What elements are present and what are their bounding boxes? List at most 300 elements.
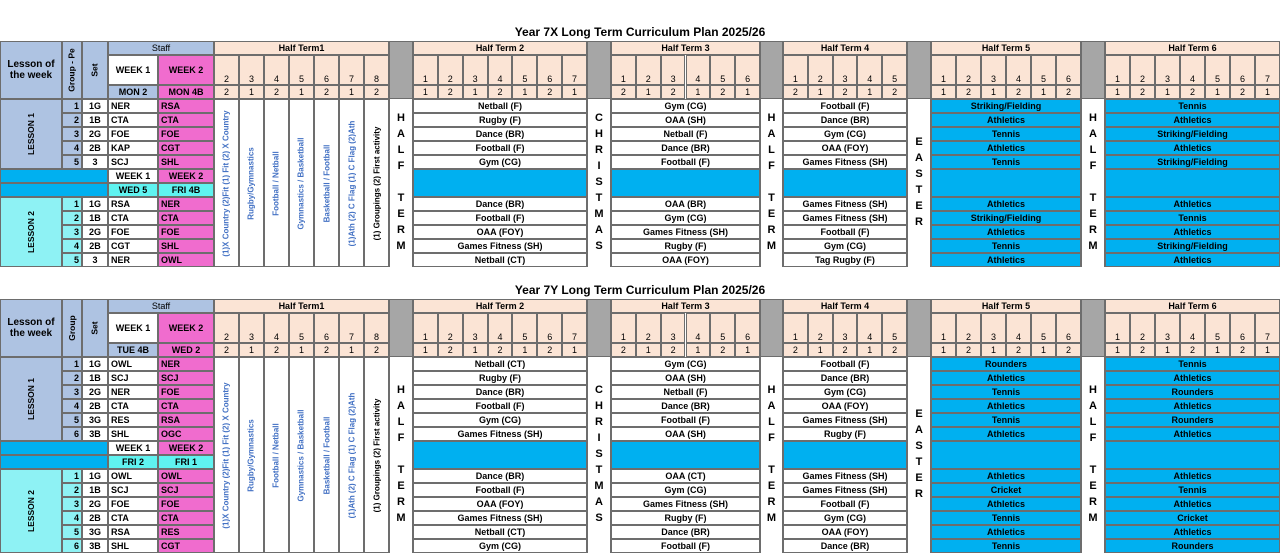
week-alternation: 1 bbox=[1255, 85, 1280, 99]
staff-week-2: OWL bbox=[158, 469, 214, 483]
lesson-1-label-text: LESSON 1 bbox=[25, 377, 36, 421]
activity-ht5: Striking/Fielding bbox=[931, 211, 1081, 225]
group-number: 1 bbox=[62, 197, 82, 211]
activity-ht4: Games Fitness (SH) bbox=[783, 483, 907, 497]
activity-ht5: Rounders bbox=[931, 357, 1081, 371]
staff-week-2: RSA bbox=[158, 413, 214, 427]
set-code: 1G bbox=[82, 357, 108, 371]
mid-week2-label: WEEK 2 bbox=[158, 169, 214, 183]
staff-week-2: OWL bbox=[158, 253, 214, 267]
activity-ht4: Games Fitness (SH) bbox=[783, 155, 907, 169]
week-alternation: 2 bbox=[488, 85, 513, 99]
activity-ht4: Gym (CG) bbox=[783, 127, 907, 141]
activity-ht4: Football (F) bbox=[783, 99, 907, 113]
activity-ht6: Athletics bbox=[1105, 427, 1280, 441]
activity-ht4: Rugby (F) bbox=[783, 427, 907, 441]
week-number: 6 bbox=[1056, 55, 1081, 85]
activity-ht4: Football (F) bbox=[783, 225, 907, 239]
holiday-column-top bbox=[1081, 299, 1105, 357]
holiday-half-term bbox=[389, 357, 413, 553]
set-code: 3G bbox=[82, 525, 108, 539]
activity-ht3: Football (F) bbox=[611, 155, 760, 169]
week-alternation: 2 bbox=[661, 85, 686, 99]
week-number: 2 bbox=[214, 313, 239, 343]
activity-ht2: Football (F) bbox=[413, 211, 587, 225]
activity-ht5: Tennis bbox=[931, 539, 1081, 553]
week-number: 2 bbox=[1130, 55, 1155, 85]
week-number: 2 bbox=[636, 313, 661, 343]
staff-week-1: CTA bbox=[108, 399, 158, 413]
activity-ht5: Cricket bbox=[931, 483, 1081, 497]
week-alternation: 2 bbox=[1006, 343, 1031, 357]
activity-ht6: Athletics bbox=[1105, 525, 1280, 539]
week-number: 2 bbox=[438, 55, 463, 85]
week-number: 7 bbox=[1255, 313, 1280, 343]
week-alternation: 1 bbox=[808, 343, 833, 357]
holiday-label: H A L F T E R M bbox=[766, 384, 777, 524]
half-term-1-header: Half Term1 bbox=[214, 41, 389, 55]
group-number: 4 bbox=[62, 399, 82, 413]
week-number: 4 bbox=[1180, 313, 1205, 343]
staff-week-2: SHL bbox=[158, 239, 214, 253]
holiday-column-top bbox=[587, 299, 611, 357]
ht1-activity-5-text: Basketball / Football bbox=[322, 144, 332, 222]
lesson-2-label-text: LESSON 2 bbox=[25, 489, 36, 533]
week-number: 5 bbox=[1031, 55, 1056, 85]
ht1-activity-4-text: Gymnastics / Basketball bbox=[297, 408, 307, 502]
week-number: 5 bbox=[512, 313, 537, 343]
activity-ht4: Gym (CG) bbox=[783, 239, 907, 253]
week2-day: MON 4B bbox=[158, 85, 214, 99]
set-code: 1B bbox=[82, 483, 108, 497]
mid-week1-day: WED 5 bbox=[108, 183, 158, 197]
week-alternation: 2 bbox=[1056, 343, 1081, 357]
week-alternation: 1 bbox=[931, 343, 956, 357]
week-number: 6 bbox=[537, 313, 562, 343]
week-alternation: 2 bbox=[882, 343, 907, 357]
week-number: 5 bbox=[289, 313, 314, 343]
week2-label: WEEK 2 bbox=[158, 55, 214, 85]
mid-week1-label: WEEK 1 bbox=[108, 441, 158, 455]
week-number: 4 bbox=[686, 55, 711, 85]
ht1-activity-3-text: Football / Netball bbox=[272, 150, 282, 216]
set-code: 1G bbox=[82, 469, 108, 483]
week-alternation: 1 bbox=[512, 85, 537, 99]
week-alternation: 2 bbox=[882, 85, 907, 99]
activity-ht3: Rugby (F) bbox=[611, 511, 760, 525]
activity-ht4: Gym (CG) bbox=[783, 511, 907, 525]
staff-week-1: FOE bbox=[108, 127, 158, 141]
week-number: 3 bbox=[661, 55, 686, 85]
activity-ht5: Athletics bbox=[931, 113, 1081, 127]
week-number: 3 bbox=[833, 313, 858, 343]
week-alternation: 1 bbox=[463, 85, 488, 99]
activity-ht2: Football (F) bbox=[413, 141, 587, 155]
week-number: 4 bbox=[857, 313, 882, 343]
set-code: 2G bbox=[82, 127, 108, 141]
week-alternation: 2 bbox=[364, 85, 389, 99]
activity-ht2: Gym (CG) bbox=[413, 539, 587, 553]
week-number: 4 bbox=[1006, 313, 1031, 343]
staff-week-2: FOE bbox=[158, 225, 214, 239]
activity-ht4: Dance (BR) bbox=[783, 113, 907, 127]
staff-week-1: SHL bbox=[108, 539, 158, 553]
group-number: 6 bbox=[62, 539, 82, 553]
week-alternation: 2 bbox=[783, 343, 808, 357]
mid-bar bbox=[0, 455, 108, 469]
mid-week2-day: FRI 1 bbox=[158, 455, 214, 469]
week-number: 3 bbox=[239, 55, 264, 85]
week-alternation: 1 bbox=[636, 343, 661, 357]
week-alternation: 1 bbox=[1105, 85, 1130, 99]
week-alternation: 1 bbox=[857, 343, 882, 357]
staff-week-2: SCJ bbox=[158, 483, 214, 497]
half-term-2-header: Half Term 2 bbox=[413, 299, 587, 313]
week1-label: WEEK 1 bbox=[108, 55, 158, 85]
week-alternation: 2 bbox=[488, 343, 513, 357]
week-alternation: 2 bbox=[710, 343, 735, 357]
week-number: 3 bbox=[833, 55, 858, 85]
staff-week-2: NER bbox=[158, 357, 214, 371]
week-number: 1 bbox=[783, 55, 808, 85]
week-number: 5 bbox=[1031, 313, 1056, 343]
week-alternation: 2 bbox=[314, 85, 339, 99]
week-number: 5 bbox=[710, 55, 735, 85]
activity-ht6: Striking/Fielding bbox=[1105, 239, 1280, 253]
week-alternation: 1 bbox=[512, 343, 537, 357]
week-alternation: 1 bbox=[1031, 85, 1056, 99]
staff-week-2: CTA bbox=[158, 399, 214, 413]
week-number: 6 bbox=[735, 55, 760, 85]
staff-week-1: OWL bbox=[108, 469, 158, 483]
mid-band bbox=[783, 441, 907, 469]
set-header bbox=[82, 299, 108, 357]
half-term-5-header: Half Term 5 bbox=[931, 299, 1081, 313]
activity-ht6: Striking/Fielding bbox=[1105, 127, 1280, 141]
week-number: 6 bbox=[735, 313, 760, 343]
plan-title: Year 7Y Long Term Curriculum Plan 2025/26 bbox=[514, 283, 766, 297]
group-number: 6 bbox=[62, 427, 82, 441]
staff-week-2: CGT bbox=[158, 539, 214, 553]
ht1-activity-2-text: Rugby/Gymnastics bbox=[247, 418, 256, 492]
week-alternation: 1 bbox=[239, 343, 264, 357]
holiday-half-term bbox=[760, 357, 783, 553]
week-alternation: 1 bbox=[289, 343, 314, 357]
activity-ht6: Tennis bbox=[1105, 211, 1280, 225]
set-code: 3B bbox=[82, 539, 108, 553]
activity-ht2: Rugby (F) bbox=[413, 371, 587, 385]
week-alternation: 1 bbox=[1205, 343, 1230, 357]
holiday-label: H A L F T E R M bbox=[766, 112, 777, 252]
half-term-4-header: Half Term 4 bbox=[783, 299, 907, 313]
week-alternation: 1 bbox=[339, 343, 364, 357]
staff-week-1: FOE bbox=[108, 497, 158, 511]
staff-week-1: RSA bbox=[108, 197, 158, 211]
week-number: 2 bbox=[1130, 313, 1155, 343]
activity-ht2: Football (F) bbox=[413, 399, 587, 413]
staff-week-1: CTA bbox=[108, 113, 158, 127]
week-number: 3 bbox=[981, 55, 1006, 85]
ht1-activity-3-text: Football / Netball bbox=[272, 422, 282, 488]
activity-ht3: OAA (BR) bbox=[611, 197, 760, 211]
activity-ht3: Gym (CG) bbox=[611, 357, 760, 371]
staff-week-2: RES bbox=[158, 525, 214, 539]
holiday-label: C H R I S T M A S bbox=[594, 384, 604, 524]
week-alternation: 2 bbox=[314, 343, 339, 357]
set-code: 1B bbox=[82, 211, 108, 225]
mid-week1-day: FRI 2 bbox=[108, 455, 158, 469]
week-number: 1 bbox=[1105, 55, 1130, 85]
week-alternation: 1 bbox=[1105, 343, 1130, 357]
half-term-3-header: Half Term 3 bbox=[611, 41, 760, 55]
activity-ht3: Football (F) bbox=[611, 539, 760, 553]
half-term-6-header: Half Term 6 bbox=[1105, 299, 1280, 313]
activity-ht3: Gym (CG) bbox=[611, 99, 760, 113]
week-alternation: 1 bbox=[413, 343, 438, 357]
ht1-activity-6-text: (1)Ath (2) C Flag (1) C Flag (2)Ath bbox=[347, 392, 356, 518]
staff-week-1: FOE bbox=[108, 225, 158, 239]
week-alternation: 1 bbox=[808, 85, 833, 99]
holiday-label: E A S T E R bbox=[915, 408, 923, 500]
week-number: 1 bbox=[413, 55, 438, 85]
activity-ht6: Athletics bbox=[1105, 497, 1280, 511]
group-number: 2 bbox=[62, 113, 82, 127]
set-code: 2G bbox=[82, 385, 108, 399]
activity-ht2: Netball (CT) bbox=[413, 357, 587, 371]
activity-ht3: Games Fitness (SH) bbox=[611, 497, 760, 511]
week1-label: WEEK 1 bbox=[108, 313, 158, 343]
week-number: 1 bbox=[413, 313, 438, 343]
week-alternation: 2 bbox=[214, 85, 239, 99]
activity-ht2: Netball (F) bbox=[413, 99, 587, 113]
staff-week-2: RSA bbox=[158, 99, 214, 113]
lesson-of-week-header: Lesson of the week bbox=[0, 299, 62, 357]
staff-week-1: RES bbox=[108, 413, 158, 427]
activity-ht5: Athletics bbox=[931, 141, 1081, 155]
set-code: 1B bbox=[82, 113, 108, 127]
set-code: 2G bbox=[82, 225, 108, 239]
activity-ht3: OAA (CT) bbox=[611, 469, 760, 483]
holiday-label: H A L F T E R M bbox=[1088, 112, 1098, 252]
activity-ht6: Tennis bbox=[1105, 99, 1280, 113]
holiday-label: C H R I S T M A S bbox=[594, 112, 604, 252]
activity-ht3: Gym (CG) bbox=[611, 211, 760, 225]
activity-ht6: Athletics bbox=[1105, 225, 1280, 239]
week-alternation: 1 bbox=[1205, 85, 1230, 99]
week-alternation: 2 bbox=[537, 85, 562, 99]
activity-ht4: Games Fitness (SH) bbox=[783, 469, 907, 483]
week-alternation: 2 bbox=[364, 343, 389, 357]
staff-week-1: KAP bbox=[108, 141, 158, 155]
set-code: 3B bbox=[82, 427, 108, 441]
activity-ht3: Football (F) bbox=[611, 413, 760, 427]
activity-ht5: Tennis bbox=[931, 239, 1081, 253]
lesson-of-week-header: Lesson of the week bbox=[0, 41, 62, 99]
staff-week-1: CTA bbox=[108, 211, 158, 225]
week-number: 5 bbox=[512, 55, 537, 85]
week-alternation: 1 bbox=[1255, 343, 1280, 357]
week1-day: MON 2 bbox=[108, 85, 158, 99]
week-number: 4 bbox=[488, 313, 513, 343]
holiday-column-top bbox=[907, 299, 931, 357]
week-number: 6 bbox=[1230, 55, 1255, 85]
week-number: 1 bbox=[611, 313, 636, 343]
activity-ht6: Rounders bbox=[1105, 413, 1280, 427]
week-alternation: 2 bbox=[1130, 343, 1155, 357]
holiday-label: E A S T E R bbox=[915, 136, 923, 228]
ht1-activity-7-text: (1) Groupings (2) First activity bbox=[372, 126, 382, 240]
activity-ht5: Striking/Fielding bbox=[931, 99, 1081, 113]
ht1-activity-5-text: Basketball / Football bbox=[322, 416, 332, 494]
activity-ht5: Athletics bbox=[931, 469, 1081, 483]
ht1-activity-7-text: (1) Groupings (2) First activity bbox=[372, 398, 382, 512]
group-number: 3 bbox=[62, 127, 82, 141]
week-number: 7 bbox=[339, 313, 364, 343]
activity-ht6: Athletics bbox=[1105, 141, 1280, 155]
activity-ht6: Athletics bbox=[1105, 253, 1280, 267]
activity-ht6: Tennis bbox=[1105, 357, 1280, 371]
staff-week-1: CGT bbox=[108, 239, 158, 253]
activity-ht4: Dance (BR) bbox=[783, 371, 907, 385]
activity-ht4: Football (F) bbox=[783, 497, 907, 511]
week-number: 7 bbox=[562, 55, 587, 85]
ht1-activity-7 bbox=[364, 357, 389, 553]
holiday-label: H A L F T E R M bbox=[396, 384, 406, 524]
group-number: 4 bbox=[62, 239, 82, 253]
week-alternation: 2 bbox=[1230, 343, 1255, 357]
ht1-activity-2-text: Rugby/Gymnastics bbox=[247, 146, 256, 220]
week-alternation: 1 bbox=[463, 343, 488, 357]
ht1-activity-1 bbox=[214, 357, 239, 553]
staff-week-1: SCJ bbox=[108, 483, 158, 497]
group-number: 1 bbox=[62, 469, 82, 483]
staff-week-2: CGT bbox=[158, 141, 214, 155]
activity-ht5: Tennis bbox=[931, 413, 1081, 427]
half-term-4-header: Half Term 4 bbox=[783, 41, 907, 55]
group-number: 2 bbox=[62, 211, 82, 225]
set-code: 3 bbox=[82, 155, 108, 169]
week-alternation: 2 bbox=[611, 343, 636, 357]
set-code: 2B bbox=[82, 239, 108, 253]
set-code: 3 bbox=[82, 253, 108, 267]
week-alternation: 1 bbox=[931, 85, 956, 99]
week-number: 7 bbox=[562, 313, 587, 343]
activity-ht4: OAA (FOY) bbox=[783, 525, 907, 539]
activity-ht6: Rounders bbox=[1105, 539, 1280, 553]
ht1-activity-1-text: (1)X Country (2)Fit (1) Fit (2) X Country bbox=[222, 381, 231, 529]
set-code: 1G bbox=[82, 99, 108, 113]
week-alternation: 1 bbox=[636, 85, 661, 99]
set-code: 3G bbox=[82, 413, 108, 427]
lesson-2-label-text: LESSON 2 bbox=[25, 210, 36, 254]
plan-title: Year 7X Long Term Curriculum Plan 2025/26 bbox=[514, 25, 766, 39]
ht1-activity-1-text: (1)X Country (2)Fit (1) Fit (2) X Country bbox=[222, 109, 231, 257]
week-alternation: 2 bbox=[1006, 85, 1031, 99]
week-alternation: 1 bbox=[735, 343, 760, 357]
staff-week-1: SCJ bbox=[108, 155, 158, 169]
week-alternation: 2 bbox=[956, 343, 981, 357]
week-number: 2 bbox=[808, 55, 833, 85]
activity-ht4: Dance (BR) bbox=[783, 539, 907, 553]
mid-band bbox=[931, 441, 1081, 469]
group-header-text: Group bbox=[67, 315, 77, 341]
group-number: 3 bbox=[62, 497, 82, 511]
staff-header: Staff bbox=[108, 41, 214, 55]
ht1-activity-4 bbox=[289, 357, 314, 553]
set-code: 1B bbox=[82, 371, 108, 385]
week-number: 2 bbox=[636, 55, 661, 85]
activity-ht6: Athletics bbox=[1105, 113, 1280, 127]
activity-ht6: Cricket bbox=[1105, 511, 1280, 525]
staff-week-2: FOE bbox=[158, 127, 214, 141]
group-number: 2 bbox=[62, 483, 82, 497]
set-header-text: Set bbox=[89, 321, 100, 335]
activity-ht2: OAA (FOY) bbox=[413, 497, 587, 511]
week-number: 5 bbox=[882, 313, 907, 343]
staff-week-2: CTA bbox=[158, 113, 214, 127]
ht1-activity-4-text: Gymnastics / Basketball bbox=[297, 136, 307, 230]
week-number: 3 bbox=[239, 313, 264, 343]
week-alternation: 1 bbox=[289, 85, 314, 99]
week-number: 5 bbox=[289, 55, 314, 85]
week2-label: WEEK 2 bbox=[158, 313, 214, 343]
set-code: 2B bbox=[82, 399, 108, 413]
week-number: 3 bbox=[463, 313, 488, 343]
set-code: 2B bbox=[82, 141, 108, 155]
holiday-column-top bbox=[389, 299, 413, 357]
activity-ht2: Gym (CG) bbox=[413, 413, 587, 427]
week-number: 1 bbox=[931, 55, 956, 85]
week-alternation: 1 bbox=[735, 85, 760, 99]
activity-ht3: Netball (F) bbox=[611, 385, 760, 399]
staff-week-2: NER bbox=[158, 197, 214, 211]
activity-ht3: Gym (CG) bbox=[611, 483, 760, 497]
activity-ht3: Rugby (F) bbox=[611, 239, 760, 253]
activity-ht4: OAA (FOY) bbox=[783, 399, 907, 413]
activity-ht5: Athletics bbox=[931, 197, 1081, 211]
group-number: 4 bbox=[62, 511, 82, 525]
staff-week-2: CTA bbox=[158, 511, 214, 525]
week-alternation: 2 bbox=[833, 85, 858, 99]
mid-band bbox=[413, 441, 587, 469]
activity-ht6: Striking/Fielding bbox=[1105, 155, 1280, 169]
set-code: 2B bbox=[82, 511, 108, 525]
week-alternation: 2 bbox=[833, 343, 858, 357]
week-number: 4 bbox=[264, 55, 289, 85]
activity-ht6: Tennis bbox=[1105, 483, 1280, 497]
activity-ht4: Games Fitness (SH) bbox=[783, 197, 907, 211]
week-number: 8 bbox=[364, 55, 389, 85]
week-number: 2 bbox=[956, 313, 981, 343]
holiday-label: H A L F T E R M bbox=[396, 112, 406, 252]
week-number: 5 bbox=[882, 55, 907, 85]
mid-band bbox=[611, 441, 760, 469]
week-number: 4 bbox=[686, 313, 711, 343]
half-term-3-header: Half Term 3 bbox=[611, 299, 760, 313]
activity-ht4: Football (F) bbox=[783, 357, 907, 371]
week-number: 4 bbox=[264, 313, 289, 343]
holiday-christmas bbox=[587, 357, 611, 553]
week-number: 2 bbox=[214, 55, 239, 85]
group-number: 5 bbox=[62, 253, 82, 267]
week-number: 6 bbox=[314, 313, 339, 343]
staff-week-1: CTA bbox=[108, 511, 158, 525]
mid-week2-day: FRI 4B bbox=[158, 183, 214, 197]
activity-ht4: OAA (FOY) bbox=[783, 141, 907, 155]
lesson-2-label bbox=[0, 469, 62, 553]
activity-ht2: Dance (BR) bbox=[413, 197, 587, 211]
week1-day: TUE 4B bbox=[108, 343, 158, 357]
